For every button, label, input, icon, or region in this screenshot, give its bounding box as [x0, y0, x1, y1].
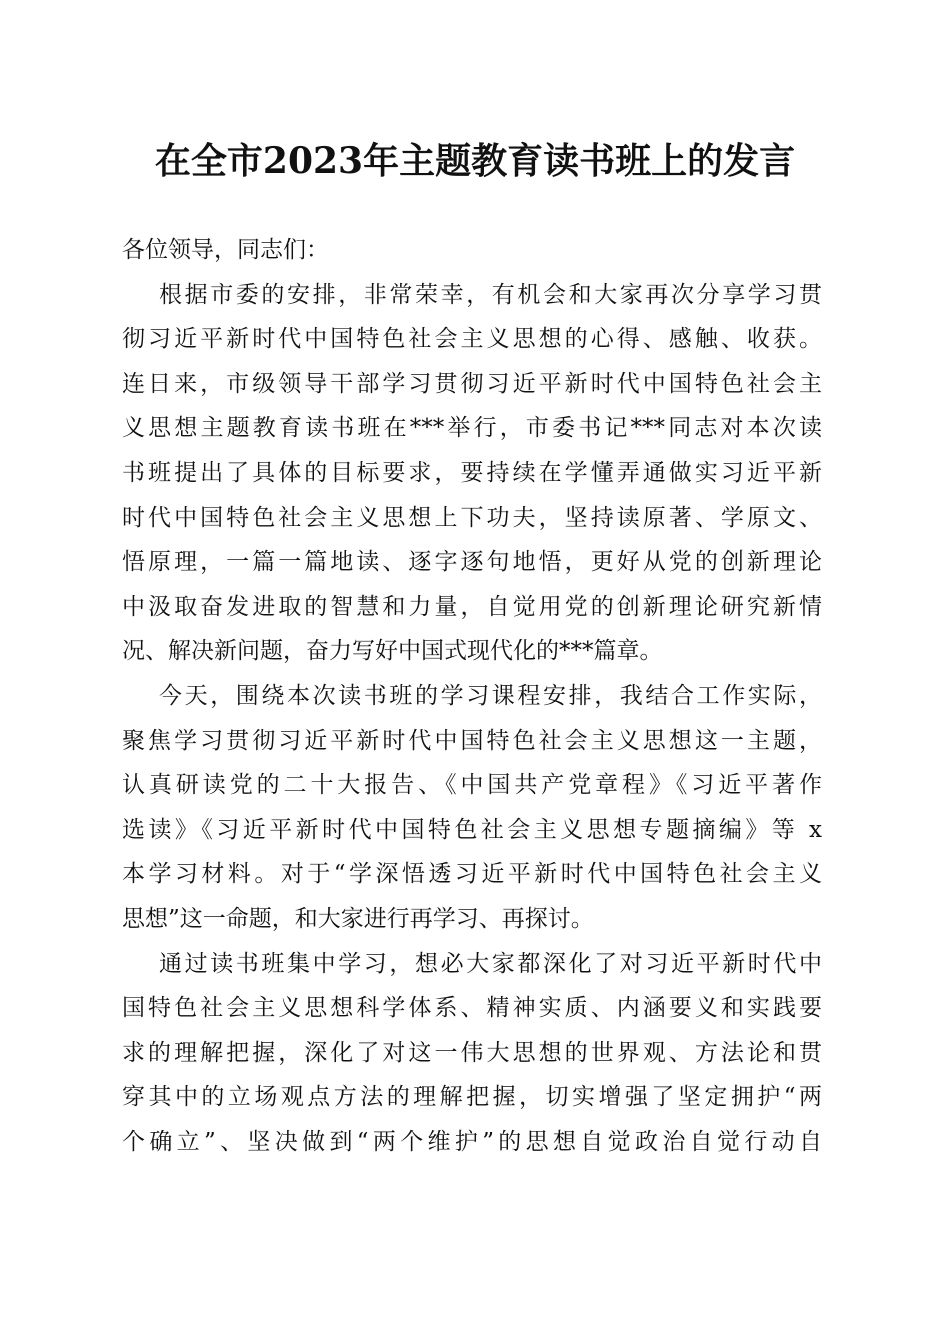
paragraph-line: 书班提出了具体的目标要求，要持续在学懂弄通做实习近平新: [122, 459, 822, 486]
paragraph-line: 时代中国特色社会主义思想上下功夫，坚持读原著、学原文、: [122, 504, 822, 531]
paragraph-line: 认真研读党的二十大报告、《中国共产党章程》《习近平著作: [122, 772, 822, 799]
paragraph-line: 中汲取奋发进取的智慧和力量，自觉用党的创新理论研究新情: [122, 593, 822, 620]
paragraph-line: 彻习近平新时代中国特色社会主义思想的心得、感触、收获。: [122, 326, 822, 353]
paragraph-line: 连日来，市级领导干部学习贯彻习近平新时代中国特色社会主: [122, 370, 822, 397]
document-title: 在全市2023年主题教育读书班上的发言: [154, 140, 796, 182]
paragraph-line: 悟原理，一篇一篇地读、逐字逐句地悟，更好从党的创新理论: [122, 549, 822, 576]
paragraph-line: 国特色社会主义思想科学体系、精神实质、内涵要义和实践要: [122, 995, 822, 1022]
paragraph-line: 根据市委的安排，非常荣幸，有机会和大家再次分享学习贯: [159, 281, 822, 308]
paragraph-3: [122, 942, 822, 1165]
paragraph-line: 本学习材料。对于“学深悟透习近平新时代中国特色社会主义: [122, 861, 822, 888]
paragraph-line: 思想”这一命题，和大家进行再学习、再探讨。: [122, 905, 594, 932]
paragraph-line: 义思想主题教育读书班在***举行，市委书记***同志对本次读: [122, 415, 822, 442]
paragraph-line: 聚焦学习贯彻习近平新时代中国特色社会主义思想这一主题，: [122, 727, 822, 754]
paragraph-line: 求的理解把握，深化了对这一伟大思想的世界观、方法论和贯: [122, 1039, 822, 1066]
paragraph-line: 今天，围绕本次读书班的学习课程安排，我结合工作实际，: [159, 682, 822, 709]
paragraph-line: 选读》《习近平新时代中国特色社会主义思想专题摘编》等 x: [122, 816, 822, 843]
paragraph-2: [122, 674, 822, 942]
paragraph-line: 况、解决新问题，奋力写好中国式现代化的***篇章。: [122, 638, 663, 665]
salutation: 各位领导，同志们：: [122, 237, 329, 263]
paragraph-line: 个确立”、坚决做到“两个维护”的思想自觉政治自觉行动自: [122, 1128, 822, 1155]
paragraph-line: 通过读书班集中学习，想必大家都深化了对习近平新时代中: [159, 950, 822, 977]
paragraph-line: 穿其中的立场观点方法的理解把握，切实增强了坚定拥护“两: [122, 1084, 822, 1111]
paragraph-1: [122, 273, 822, 674]
document-body: [122, 228, 822, 1164]
